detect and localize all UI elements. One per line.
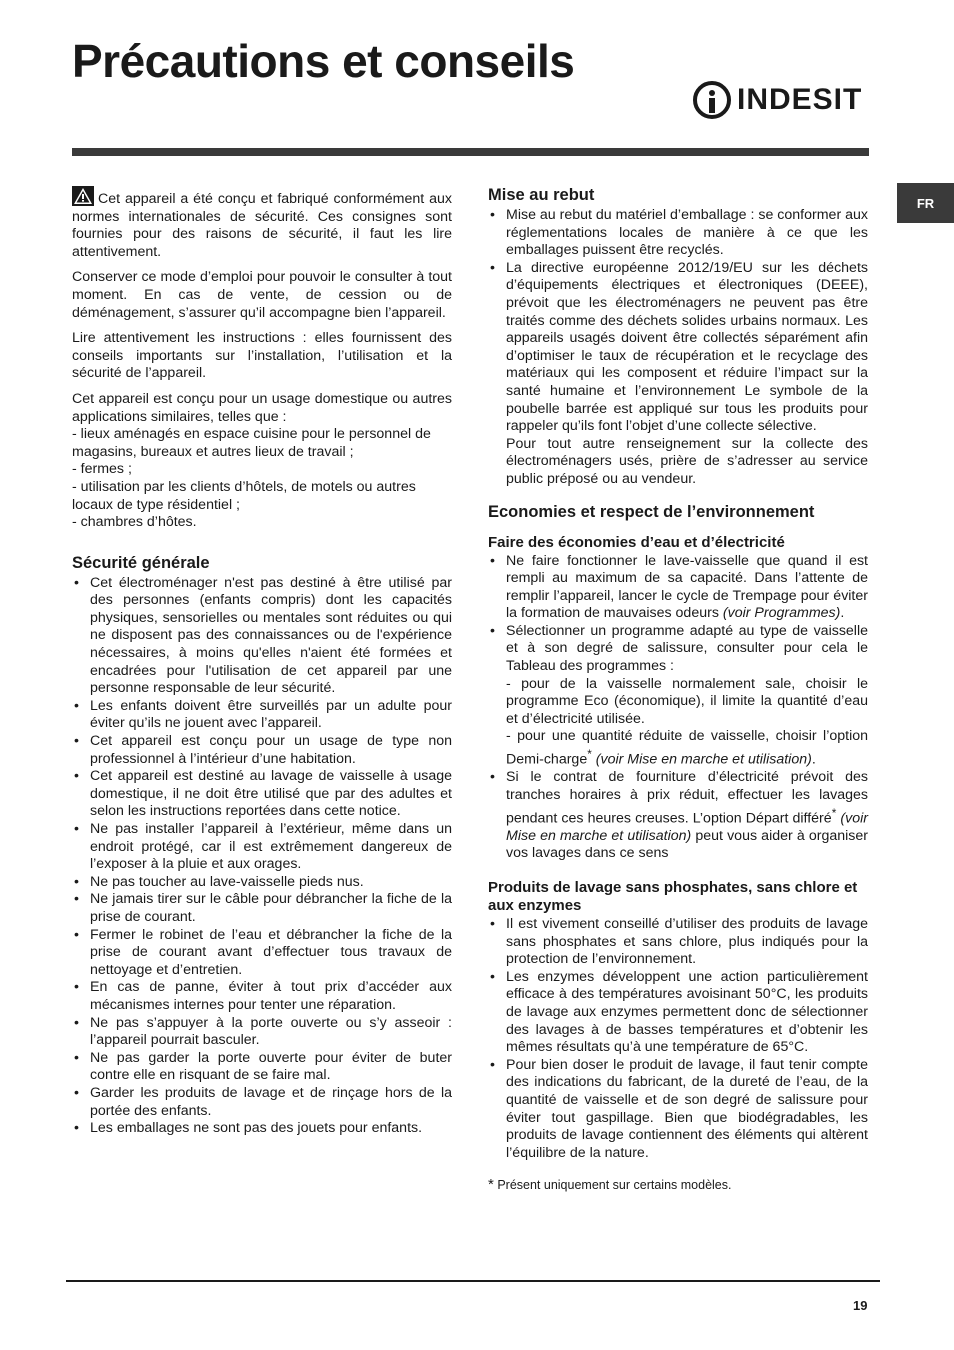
list-item: • Ne pas garder la porte ouverte pour éviter de buter contre elle en risquant de se faire mal.: [72, 1050, 452, 1085]
page-number: 19: [853, 1298, 868, 1313]
right-column: [488, 186, 868, 1195]
intro-paragraph-4: Cet appareil est conçu pour un usage domestique ou autres applications similaires, telles que : - lieux aménagés en espace cuisine pour le personnel de magasins, bureaux et autres lieux de travail ; - fermes ; - utilisation par les clients d’hôtels, de motels ou autres locaux de type résidentiel ; - chambres d’hôtes.: [72, 390, 452, 531]
subheading-eau-electricite: Faire des économies d’eau et d’électricité: [488, 533, 785, 551]
header-rule: [72, 148, 869, 156]
list-item: • Les emballages ne sont pas des jouets pour enfants.: [72, 1120, 452, 1138]
produits-list: [488, 916, 868, 1162]
brand-name: INDESIT: [737, 83, 863, 116]
list-item: • Les enzymes développent une action particulièrement efficace à des températures avoisinant 50°C, les produits de lavage aux enzymes permettent donc de sélectionner des lavages à de basses températures et d’obtenir les mêmes résultats qu’à une température de 65°C.: [488, 969, 868, 1057]
section-heading-rebut: Mise au rebut: [488, 186, 595, 204]
list-item: • Ne pas toucher au lave-vaisselle pieds nus.: [72, 874, 452, 892]
rebut-list: [488, 207, 868, 489]
list-item: • Mise au rebut du matériel d’emballage : se conformer aux réglementations locales de manière à ce que les emballages puissent être recyclés.: [488, 207, 868, 260]
list-item: • Ne pas installer l’appareil à l’extérieur, même dans un endroit protégé, car il est extrêmement dangereux de l’exposer à la pluie et aux orages.: [72, 821, 452, 874]
subheading-produits-lavage: Produits de lavage sans phosphates, sans chlore et aux enzymes: [488, 879, 858, 915]
list-item: • Les enfants doivent être surveillés par un adulte pour éviter qu’ils ne jouent avec l’appareil.: [72, 698, 452, 733]
list-item: • La directive européenne 2012/19/EU sur les déchets d’équipements électriques et électroniques (DEEE), prévoit que les électroménagers ne peuvent pas être traités comme des déchets solides urbains normaux. Les appareils usagés doivent être collectés séparément afin d’optimiser le taux de récupération et le recyclage des matériaux qui les composent et réduire l’impact sur la santé humaine et l’environnement Le symbole de la poubelle barrée est appliqué sur tous les produits pour rappeler qu’ils font l’objet d’une collecte sélective. Pour tout autre renseignement sur la collecte des électroménagers usés, prière de s’adresser au service public préposé ou au vendeur.: [488, 260, 868, 489]
page-title: Précautions et conseils: [72, 35, 575, 87]
list-item: • Fermer le robinet de l’eau et débrancher la fiche de la prise de courant avant d’effectuer tous travaux de nettoyage et d’entretien.: [72, 927, 452, 980]
section-heading-securite: Sécurité générale: [72, 553, 210, 572]
section-heading-economies: Economies et respect de l’environnement: [488, 502, 815, 521]
list-item: • Sélectionner un programme adapté au type de vaisselle et à son degré de salissure, consulter pour cela le Tableau des programmes : - pour de la vaisselle normalement sale, choisir le programme Eco (économique), il limite la quantité d’eau et d’électricité utilisée. - pour une quantité réduite de vaisselle, choisir l’option Demi-charge* (voir Mise en marche et utilisation).: [488, 623, 868, 769]
list-item: • Si le contrat de fourniture d’électricité prévoit des tranches horaires à prix réduit, effectuer les lavages pendant ces heures creuses. L’option Départ différé* (voir Mise en marche et utilisation) peut vous aider à organiser vos lavages dans ce sens: [488, 769, 868, 863]
list-item: • Cet appareil est conçu pour un usage de type non professionnel à l’intérieur d’une habitation.: [72, 733, 452, 768]
economies-list: [488, 553, 868, 864]
list-item: • Ne jamais tirer sur le câble pour débrancher la fiche de la prise de courant.: [72, 891, 452, 926]
list-item: • Ne faire fonctionner le lave-vaisselle que quand il est rempli au maximum de sa capacité. Dans l’attente de remplir l’appareil, lancer le cycle de Trempage pour éviter la formation de mauvaises odeurs (voir Programmes).: [488, 553, 868, 623]
language-tab: FR: [897, 183, 954, 223]
warning-icon: [72, 186, 94, 206]
list-item: • Pour bien doser le produit de lavage, il faut tenir compte des indications du fabricant, de la dureté de l’eau, de la quantité de vaisselle et de son degré de salissure pour éviter tout gaspillage. Bien que biodégradables, les produits de lavage contiennent des éléments qui altèrent l’équilibre de la nature.: [488, 1057, 868, 1163]
info-i-icon: [693, 81, 731, 119]
securite-list: [72, 575, 452, 1138]
list-item: • En cas de panne, éviter à tout prix d’accéder aux mécanismes internes pour tenter une réparation.: [72, 979, 452, 1014]
list-item: • Ne pas s’appuyer à la porte ouverte ou s’y asseoir : l’appareil pourrait basculer.: [72, 1015, 452, 1050]
left-column: [72, 186, 452, 1138]
footnote: * Présent uniquement sur certains modèles.: [488, 1176, 732, 1194]
indesit-logo: [693, 78, 869, 122]
list-item: • Il est vivement conseillé d’utiliser des produits de lavage sans phosphates et sans chlore, plus indiqués pour la protection de l’environnement.: [488, 916, 868, 969]
footer-rule: [66, 1280, 880, 1282]
list-item: • Cet appareil est destiné au lavage de vaisselle à usage domestique, il ne doit être utilisé que par des adultes et selon les instructions reportées dans cette notice.: [72, 768, 452, 821]
list-item: • Garder les produits de lavage et de rinçage hors de la portée des enfants.: [72, 1085, 452, 1120]
list-item: • Cet électroménager n'est pas destiné à être utilisé par des personnes (enfants compris) dont les capacités physiques, sensorielles ou mentales sont réduites ou qui ne disposent pas des connaissances ou de l'expérience nécessaires, à moins qu'elles n'aient été formées et encadrées pour l'utilisation de cet appareil par une personne responsable de leur sécurité.: [72, 575, 452, 698]
intro-paragraph-3: Lire attentivement les instructions : elles fournissent des conseils importants sur l’installation, l’utilisation et la sécurité de l’appareil.: [72, 330, 452, 382]
intro-paragraph-2: Conserver ce mode d’emploi pour pouvoir le consulter à tout moment. En cas de vente, de cession ou de déménagement, s’assurer qu’il accompagne bien l’appareil.: [72, 269, 452, 321]
intro-paragraph-1: Cet appareil a été conçu et fabriqué conformément aux normes internationales de sécurité. Ces consignes sont fournies pour des raisons de sécurité, il faut les lire attentivement.: [72, 186, 452, 261]
